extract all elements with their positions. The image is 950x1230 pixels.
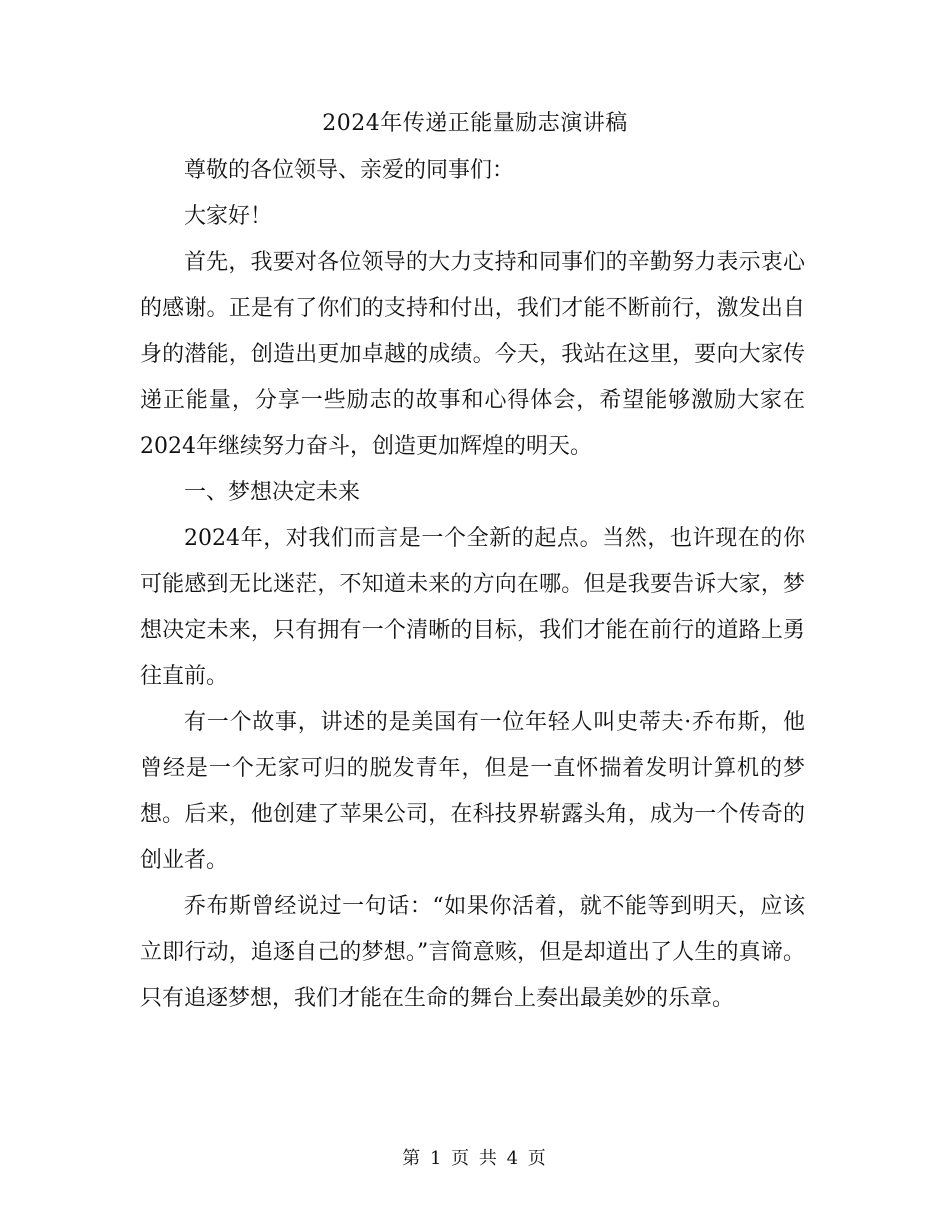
- paragraph: 首先，我要对各位领导的大力支持和同事们的辛勤努力表示衷心的感谢。正是有了你们的支持和付出，我们才能不断前行，激发出自身的潜能，创造出更加卓越的成绩。今天，我站在这里，要向大家传递正能量，分享一些励志的故事和心得体会，希望能够激励大家在2024年继续努力奋斗，创造更加辉煌的明天。: [140, 250, 805, 459]
- salutation: 尊敬的各位领导、亲爱的同事们：: [184, 158, 515, 183]
- page-number-footer: 第 1 页 共 4 页: [402, 1148, 548, 1169]
- greeting: 大家好！: [184, 204, 273, 229]
- paragraph: 乔布斯曾经说过一句话：“如果你活着，就不能等到明天，应该立即行动，追逐自己的梦想。”言简意赅，但是却道出了人生的真谛。只有追逐梦想，我们才能在生命的舞台上奏出最美妙的乐章。: [140, 894, 805, 1011]
- document-title: 2024年传递正能量励志演讲稿: [322, 111, 628, 136]
- section-heading: 一、梦想决定未来: [184, 480, 361, 505]
- document-body: [140, 148, 805, 1022]
- paragraph: 有一个故事，讲述的是美国有一位年轻人叫史蒂夫·乔布斯，他曾经是一个无家可归的脱发青年，但是一直怀揣着发明计算机的梦想。后来，他创建了苹果公司，在科技界崭露头角，成为一个传奇的创业者。: [140, 710, 805, 873]
- paragraph: 2024年，对我们而言是一个全新的起点。当然，也许现在的你可能感到无比迷茫，不知道未来的方向在哪。但是我要告诉大家，梦想决定未来，只有拥有一个清晰的目标，我们才能在前行的道路上勇往直前。: [140, 526, 805, 689]
